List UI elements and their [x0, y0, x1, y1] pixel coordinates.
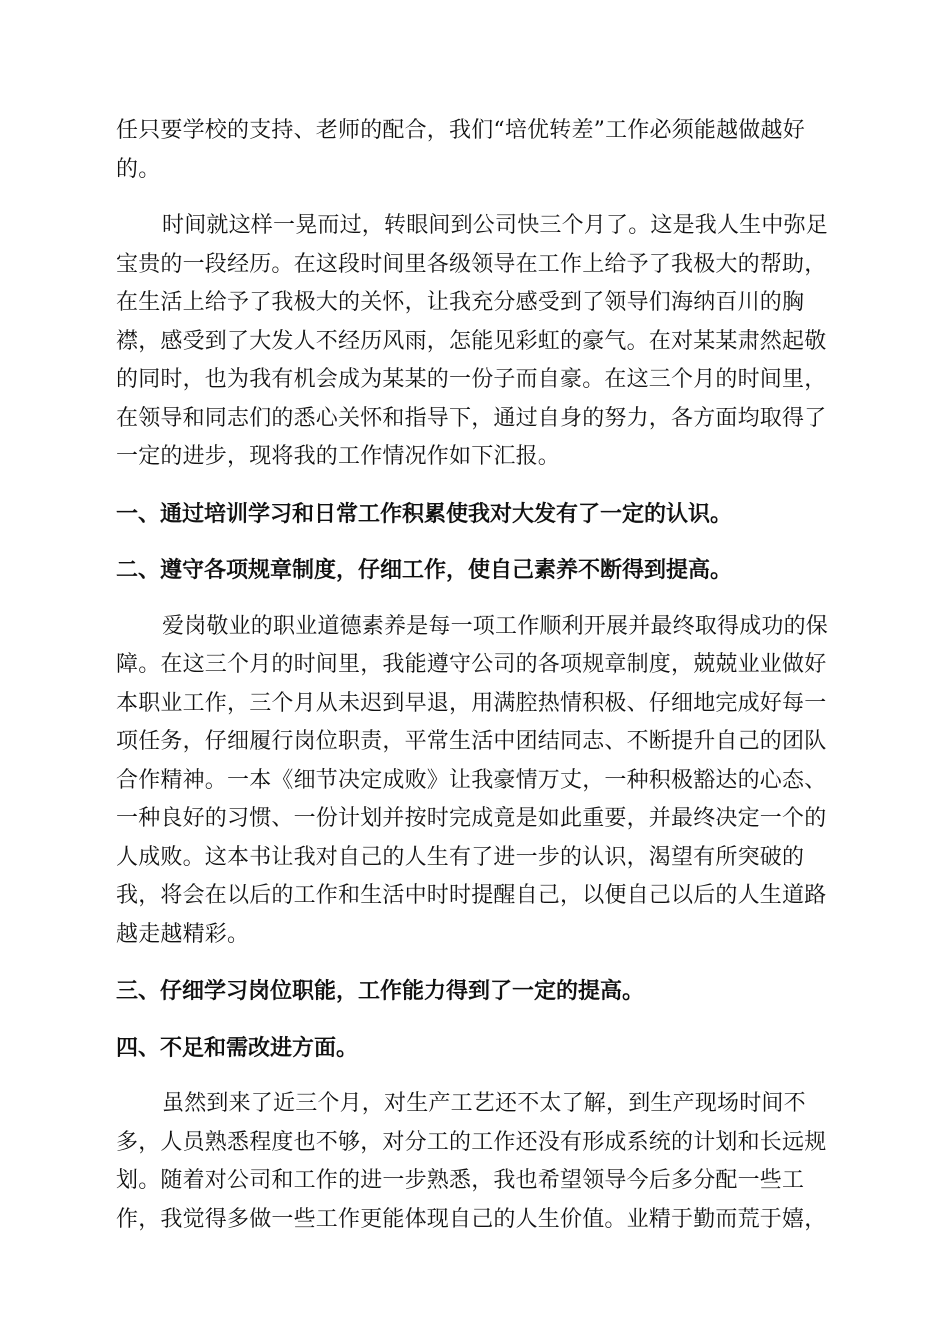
text-line: 一种良好的习惯、一份计划并按时完成竟是如此重要，并最终决定一个的 [116, 806, 827, 831]
text-line: 多，人员熟悉程度也不够，对分工的工作还没有形成系统的计划和长远规 [116, 1129, 827, 1155]
text-line: 越走越精彩。 [116, 921, 250, 947]
text-line: 本职业工作，三个月从未迟到早退，用满腔热情积极、仔细地完成好每一 [116, 690, 827, 716]
text-line: 的。 [116, 156, 161, 182]
text-line: 时间就这样一晃而过，转眼间到公司快三个月了。这是我人生中弥足 [162, 213, 829, 238]
text-line: 我，将会在以后的工作和生活中时时提醒自己，以便自己以后的人生道路 [116, 883, 827, 908]
text-line: 作，我觉得多做一些工作更能体现自己的人生价值。业精于勤而荒于嬉， [116, 1206, 827, 1232]
section-heading-1: 一、通过培训学习和日常工作积累使我对大发有了一定的认识。 [116, 500, 733, 527]
text-line: 的同时，也为我有机会成为某某的一份子而自豪。在这三个月的时间里， [116, 367, 827, 392]
text-line: 虽然到来了近三个月，对生产工艺还不太了解，到生产现场时间不 [162, 1091, 806, 1116]
text-line: 在生活上给予了我极大的关怀，让我充分感受到了领导们海纳百川的胸 [116, 290, 805, 315]
section-heading-3: 三、仔细学习岗位职能，工作能力得到了一定的提高。 [116, 978, 645, 1004]
text-line: 一定的进步，现将我的工作情况作如下汇报。 [116, 444, 561, 469]
text-line: 在领导和同志们的悉心关怀和指导下，通过自身的努力，各方面均取得了 [116, 405, 827, 431]
text-line: 障。在这三个月的时间里，我能遵守公司的各项规章制度，兢兢业业做好 [116, 652, 827, 677]
section-heading-4: 四、不足和需改进方面。 [116, 1034, 359, 1061]
paragraph-shortcomings [116, 1085, 832, 1239]
text-line: 襟，感受到了大发人不经历风雨，怎能见彩虹的豪气。在对某某肃然起敬 [116, 328, 827, 354]
document-page [116, 112, 832, 1239]
text-line: 宝贵的一段经历。在这段时间里各级领导在工作上给予了我极大的帮助， [116, 251, 827, 277]
text-line: 任只要学校的支持、老师的配合，我们“培优转差”工作必须能越做越好 [116, 118, 805, 143]
text-line: 爱岗敬业的职业道德素养是每一项工作顺利开展并最终取得成功的保 [162, 613, 829, 639]
text-line: 合作精神。一本《细节决定成败》让我豪情万丈，一种积极豁达的心态、 [116, 767, 827, 793]
paragraph-professionalism [116, 608, 832, 955]
text-line: 划。随着对公司和工作的进一步熟悉，我也希望领导今后多分配一些工 [116, 1168, 805, 1193]
text-line: 项任务，仔细履行岗位职责，平常生活中团结同志、不断提升自己的团队 [116, 729, 827, 754]
paragraph-continuation [116, 112, 832, 189]
text-line: 人成败。这本书让我对自己的人生有了进一步的认识，渴望有所突破的 [116, 844, 805, 870]
section-heading-2: 二、遵守各项规章制度，仔细工作，使自己素养不断得到提高。 [116, 557, 733, 583]
paragraph-intro [116, 207, 832, 477]
